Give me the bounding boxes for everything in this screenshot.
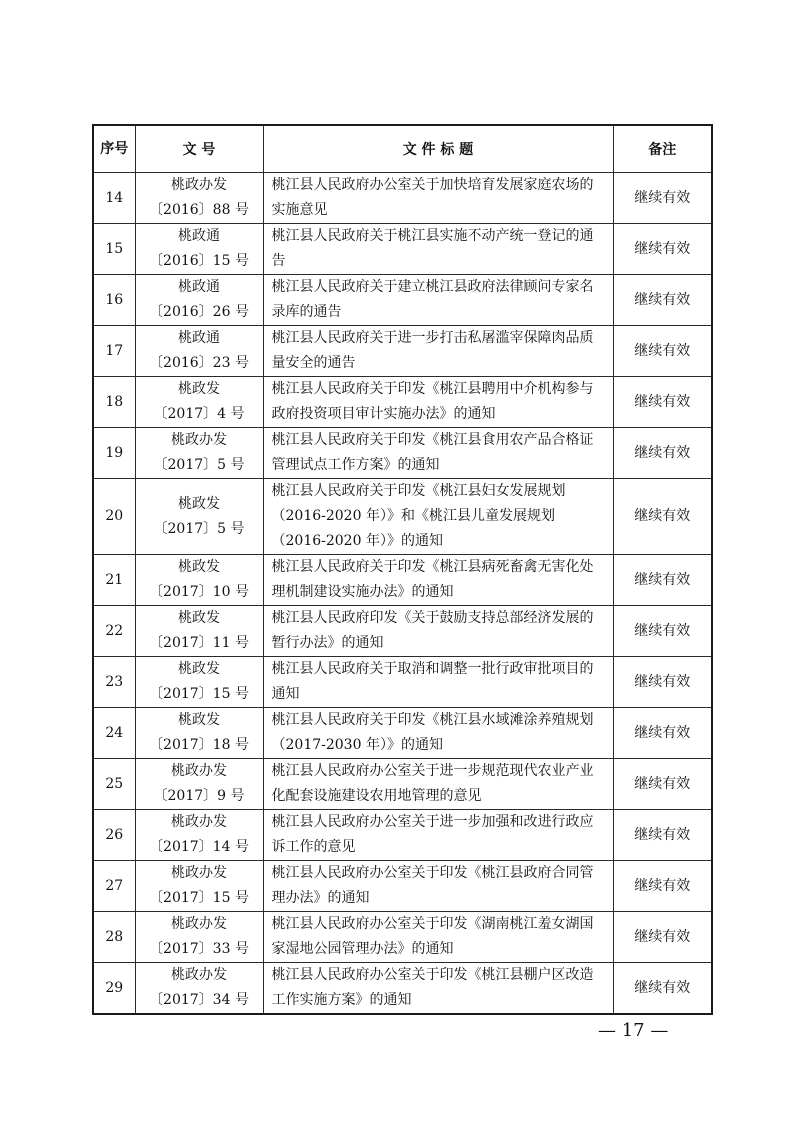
doc-number-year: 〔2017〕9 号 [153,788,245,804]
table-row [93,657,712,708]
table-header-row [93,125,712,173]
row-document-number [135,428,263,479]
row-note: 继续有效 [613,708,712,759]
doc-number-year: 〔2017〕33 号 [149,941,249,957]
row-document-number [135,810,263,861]
doc-number-prefix: 桃政发 [178,610,220,626]
header-document-number: 文 号 [135,125,263,173]
doc-number-year: 〔2017〕5 号 [153,520,245,537]
header-document-title: 文 件 标 题 [263,125,613,173]
table-row [93,479,712,555]
table-row [93,759,712,810]
table-row [93,173,712,224]
row-document-number [135,912,263,963]
table-row [93,224,712,275]
row-note: 继续有效 [613,275,712,326]
row-serial-number: 17 [93,326,135,377]
row-document-number [135,275,263,326]
row-document-number [135,657,263,708]
row-note: 继续有效 [613,326,712,377]
row-document-title: 桃江县人民政府办公室关于印发《桃江县政府合同管理办法》的通知 [263,861,613,912]
row-note: 继续有效 [613,479,712,555]
row-serial-number: 25 [93,759,135,810]
header-serial-number: 序号 [93,125,135,173]
row-serial-number: 29 [93,963,135,1015]
doc-number-prefix: 桃政办发 [171,177,227,193]
document-table [92,124,713,1015]
row-serial-number: 18 [93,377,135,428]
row-serial-number: 19 [93,428,135,479]
doc-number-prefix: 桃政发 [178,661,220,677]
row-note: 继续有效 [613,861,712,912]
doc-number-year: 〔2016〕26 号 [149,304,249,320]
row-note: 继续有效 [613,173,712,224]
row-note: 继续有效 [613,963,712,1015]
row-document-number [135,555,263,606]
doc-number-prefix: 桃政办发 [171,432,227,448]
row-document-title: 桃江县人民政府办公室关于印发《桃江县棚户区改造工作实施方案》的通知 [263,963,613,1015]
row-document-number [135,224,263,275]
doc-number-year: 〔2017〕18 号 [149,737,249,753]
row-note: 继续有效 [613,657,712,708]
row-document-title: 桃江县人民政府印发《关于鼓励支持总部经济发展的暂行办法》的通知 [263,606,613,657]
row-serial-number: 20 [93,479,135,555]
row-serial-number: 14 [93,173,135,224]
row-serial-number: 23 [93,657,135,708]
doc-number-prefix: 桃政办发 [171,865,227,881]
doc-number-year: 〔2017〕14 号 [149,839,249,855]
row-serial-number: 22 [93,606,135,657]
doc-number-year: 〔2016〕23 号 [149,355,249,371]
table-row [93,963,712,1015]
row-document-number [135,326,263,377]
row-serial-number: 16 [93,275,135,326]
doc-number-year: 〔2017〕34 号 [149,992,249,1008]
doc-number-year: 〔2017〕10 号 [149,584,249,600]
row-document-title: 桃江县人民政府关于桃江县实施不动产统一登记的通告 [263,224,613,275]
doc-number-prefix: 桃政办发 [171,916,227,932]
row-note: 继续有效 [613,810,712,861]
row-serial-number: 27 [93,861,135,912]
row-document-title: 桃江县人民政府关于印发《桃江县妇女发展规划（2016-2020 年）》和《桃江县儿童发展规划（2016-2020 年）》的通知 [263,479,613,555]
row-document-number [135,606,263,657]
doc-number-year: 〔2017〕15 号 [149,686,249,702]
doc-number-prefix: 桃政发 [178,381,220,397]
table-row [93,912,712,963]
doc-number-year: 〔2017〕15 号 [149,890,249,906]
doc-number-year: 〔2017〕11 号 [149,635,249,651]
row-note: 继续有效 [613,224,712,275]
row-note: 继续有效 [613,428,712,479]
row-document-title: 桃江县人民政府关于进一步打击私屠滥宰保障肉品质量安全的通告 [263,326,613,377]
doc-number-prefix: 桃政发 [178,495,220,512]
table-row [93,428,712,479]
row-document-number [135,708,263,759]
row-document-title: 桃江县人民政府关于建立桃江县政府法律顾问专家名录库的通告 [263,275,613,326]
row-document-title: 桃江县人民政府办公室关于进一步加强和改进行政应诉工作的意见 [263,810,613,861]
page-number: — 17 — [598,1020,669,1041]
table-row [93,377,712,428]
row-note: 继续有效 [613,759,712,810]
table-row [93,810,712,861]
row-document-number [135,173,263,224]
row-document-title: 桃江县人民政府关于取消和调整一批行政审批项目的通知 [263,657,613,708]
row-document-number [135,479,263,555]
row-note: 继续有效 [613,912,712,963]
table-row [93,326,712,377]
row-note: 继续有效 [613,606,712,657]
row-serial-number: 21 [93,555,135,606]
doc-number-year: 〔2016〕88 号 [149,202,249,218]
row-document-title: 桃江县人民政府关于印发《桃江县水域滩涂养殖规划（2017-2030 年）》的通知 [263,708,613,759]
row-document-number [135,377,263,428]
table-row [93,555,712,606]
doc-number-year: 〔2017〕4 号 [153,406,245,422]
row-document-title: 桃江县人民政府办公室关于进一步规范现代农业产业化配套设施建设农用地管理的意见 [263,759,613,810]
row-document-title: 桃江县人民政府关于印发《桃江县病死畜禽无害化处理机制建设实施办法》的通知 [263,555,613,606]
table-row [93,708,712,759]
header-note: 备注 [613,125,712,173]
table-row [93,861,712,912]
row-note: 继续有效 [613,555,712,606]
doc-number-prefix: 桃政发 [178,712,220,728]
row-serial-number: 28 [93,912,135,963]
row-document-title: 桃江县人民政府关于印发《桃江县食用农产品合格证管理试点工作方案》的通知 [263,428,613,479]
row-document-title: 桃江县人民政府关于印发《桃江县聘用中介机构参与政府投资项目审计实施办法》的通知 [263,377,613,428]
row-serial-number: 15 [93,224,135,275]
doc-number-prefix: 桃政办发 [171,763,227,779]
table-row [93,275,712,326]
doc-number-year: 〔2017〕5 号 [153,457,245,473]
row-serial-number: 24 [93,708,135,759]
row-serial-number: 26 [93,810,135,861]
row-document-number [135,963,263,1015]
doc-number-prefix: 桃政发 [178,559,220,575]
doc-number-prefix: 桃政通 [178,279,220,295]
row-note: 继续有效 [613,377,712,428]
doc-number-prefix: 桃政办发 [171,814,227,830]
row-document-title: 桃江县人民政府办公室关于印发《湖南桃江羞女湖国家湿地公园管理办法》的通知 [263,912,613,963]
table-row [93,606,712,657]
row-document-title: 桃江县人民政府办公室关于加快培育发展家庭农场的实施意见 [263,173,613,224]
doc-number-prefix: 桃政办发 [171,967,227,983]
row-document-number [135,861,263,912]
row-document-number [135,759,263,810]
doc-number-prefix: 桃政通 [178,228,220,244]
doc-number-prefix: 桃政通 [178,330,220,346]
doc-number-year: 〔2016〕15 号 [149,253,249,269]
